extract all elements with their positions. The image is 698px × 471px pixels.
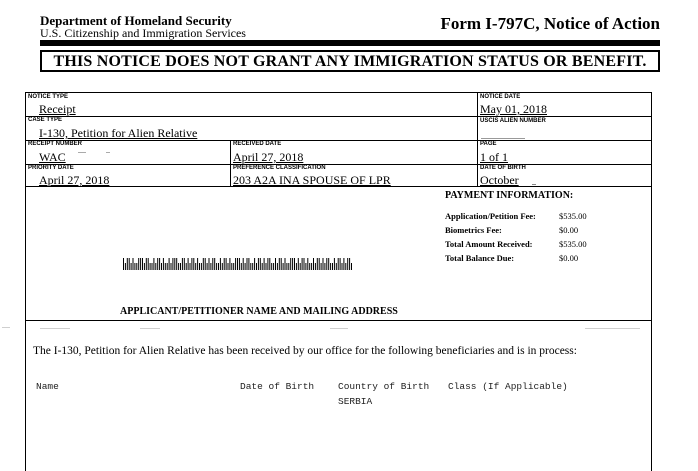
- agency-name: Department of Homeland Security: [40, 13, 232, 28]
- payment-label: Total Balance Due:: [445, 253, 515, 263]
- grid-line: [230, 140, 231, 186]
- header-rule: [40, 40, 660, 46]
- preference-classification-label: PREFERENCE CLASSIFICATION: [233, 165, 326, 171]
- received-date-value: April 27, 2018: [233, 150, 304, 164]
- notice-body-text: The I-130, Petition for Alien Relative has been received by our office for the following beneficiaries and is in process:: [33, 345, 577, 357]
- grid-line: [25, 116, 652, 117]
- case-type-value: I-130, Petition for Alien Relative: [39, 126, 198, 140]
- page-value: 1 of 1: [480, 150, 508, 164]
- grid-line: [25, 140, 652, 141]
- notice-date-label: NOTICE DATE: [480, 94, 521, 100]
- redaction-mark: [330, 328, 348, 329]
- redaction-mark: [78, 152, 86, 153]
- table-header-name: Name: [36, 381, 59, 392]
- mailing-address-label: APPLICANT/PETITIONER NAME AND MAILING ADDRESS: [120, 306, 398, 317]
- redaction-mark: [40, 328, 70, 329]
- notice-banner: THIS NOTICE DOES NOT GRANT ANY IMMIGRATION STATUS OR BENEFIT.: [40, 50, 660, 72]
- notice-form-frame: [25, 92, 652, 471]
- redaction-mark: [106, 152, 110, 153]
- received-date-label: RECEIVED DATE: [233, 141, 282, 147]
- postal-barcode: [123, 258, 357, 270]
- notice-date-value: May 01, 2018: [480, 102, 547, 116]
- form-title: Form I-797C, Notice of Action: [440, 14, 660, 33]
- case-type-label: CASE TYPE: [28, 117, 63, 123]
- date-of-birth-value: October: [480, 173, 519, 187]
- payment-value: $0.00: [559, 253, 579, 263]
- table-header-dob: Date of Birth: [240, 381, 315, 392]
- grid-line: [477, 92, 478, 186]
- payment-label: Application/Petition Fee:: [445, 211, 536, 221]
- payment-value: $535.00: [559, 239, 587, 249]
- agency-subtitle: U.S. Citizenship and Immigration Services: [40, 26, 246, 40]
- redaction-mark: [140, 328, 160, 329]
- preference-classification-value: 203 A2A INA SPOUSE OF LPR: [233, 173, 391, 187]
- date-of-birth-label: DATE OF BIRTH: [480, 165, 526, 171]
- notice-type-label: NOTICE TYPE: [28, 94, 69, 100]
- redaction-mark: [481, 138, 525, 139]
- uscis-alien-number-label: USCIS ALIEN NUMBER: [480, 118, 546, 124]
- payment-info-title: PAYMENT INFORMATION:: [445, 190, 574, 201]
- redaction-mark: [532, 184, 536, 185]
- page-label: PAGE: [480, 141, 497, 147]
- receipt-number-label: RECEIPT NUMBER: [28, 141, 83, 147]
- payment-value: $0.00: [559, 225, 579, 235]
- payment-label: Total Amount Received:: [445, 239, 533, 249]
- priority-date-label: PRIORITY DATE: [28, 165, 74, 171]
- notice-type-value: Receipt: [39, 102, 76, 116]
- redaction-mark: [585, 328, 640, 329]
- payment-value: $535.00: [559, 211, 587, 221]
- table-header-class: Class (If Applicable): [448, 381, 568, 392]
- priority-date-value: April 27, 2018: [39, 173, 110, 187]
- payment-label: Biometrics Fee:: [445, 225, 502, 235]
- table-header-country: Country of Birth: [338, 381, 430, 392]
- grid-line: [25, 164, 652, 165]
- grid-line: [25, 320, 652, 321]
- redaction-mark: [2, 327, 10, 328]
- receipt-number-value: WAC: [39, 150, 66, 164]
- table-cell-country: SERBIA: [338, 396, 373, 407]
